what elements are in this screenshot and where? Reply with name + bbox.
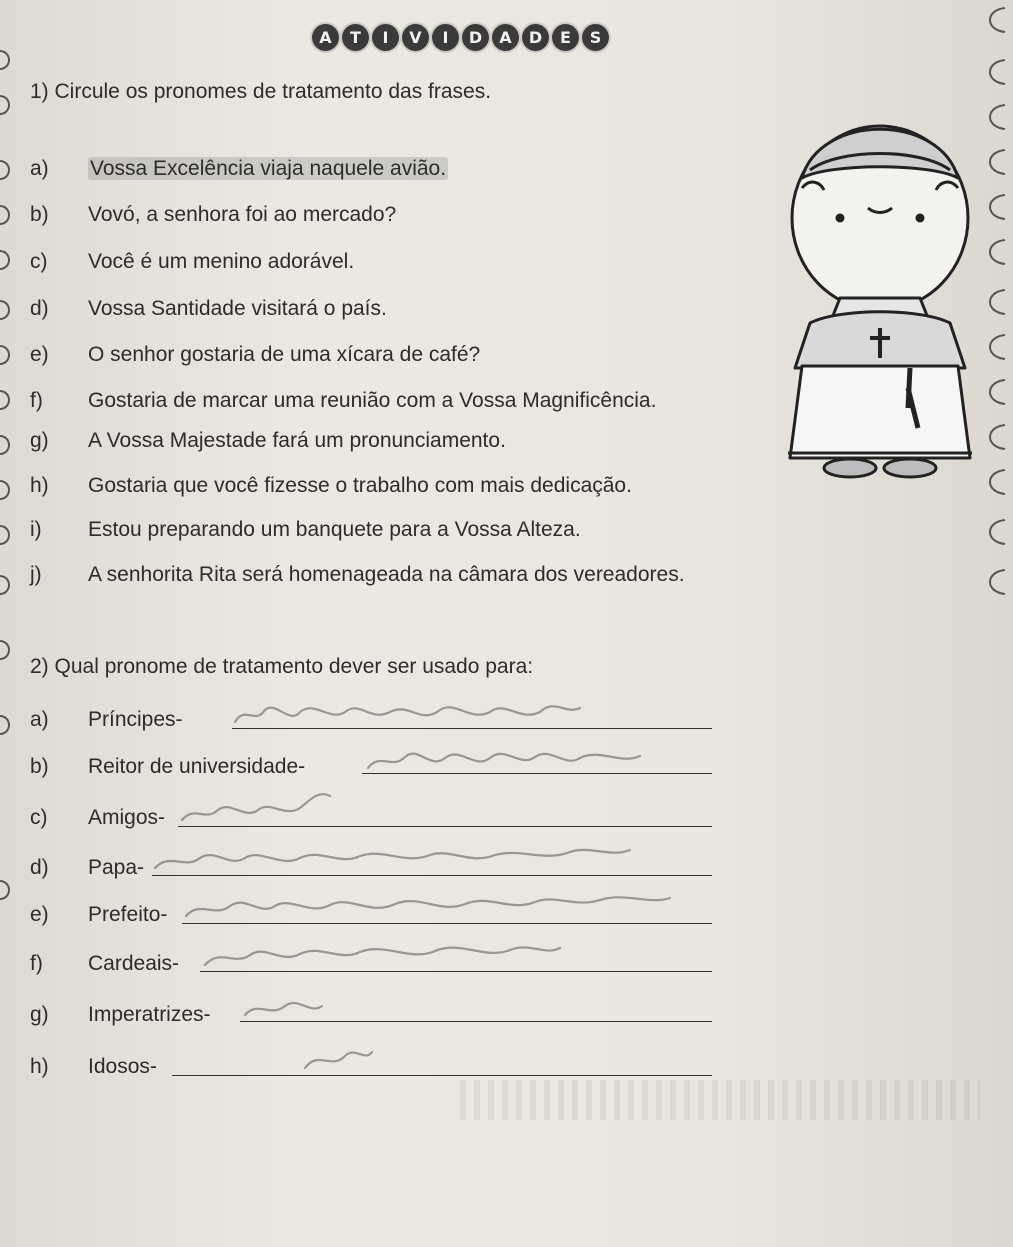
item-letter: d) bbox=[30, 297, 49, 320]
question-1-prompt: 1) Circule os pronomes de tratamento das frases. bbox=[30, 80, 492, 103]
item-text: Vossa Santidade visitará o país. bbox=[88, 297, 387, 320]
show-through-ghosting bbox=[460, 1080, 980, 1120]
item-text: A Vossa Majestade fará um pronunciamento. bbox=[88, 429, 506, 452]
item-letter: f) bbox=[30, 389, 43, 412]
title-letter: D bbox=[522, 24, 549, 51]
item-letter: d) bbox=[30, 856, 49, 879]
title-letter: T bbox=[342, 24, 369, 51]
question-2-prompt: 2) Qual pronome de tratamento dever ser usado para: bbox=[30, 655, 534, 678]
item-text: O senhor gostaria de uma xícara de café? bbox=[88, 343, 481, 366]
item-text: Imperatrizes- bbox=[88, 1003, 211, 1026]
item-letter: g) bbox=[30, 429, 49, 452]
item-text: Gostaria de marcar uma reunião com a Vossa Magnificência. bbox=[88, 389, 657, 412]
title-letter: I bbox=[372, 24, 399, 51]
item-text: Vovó, a senhora foi ao mercado? bbox=[88, 203, 397, 226]
item-letter: h) bbox=[30, 1055, 49, 1078]
item-text: Cardeais- bbox=[88, 952, 180, 975]
item-letter: a) bbox=[30, 708, 49, 731]
item-letter: e) bbox=[30, 903, 49, 926]
title-letter: D bbox=[462, 24, 489, 51]
item-text: Reitor de universidade- bbox=[88, 755, 306, 778]
item-letter: g) bbox=[30, 1003, 49, 1026]
item-letter: h) bbox=[30, 474, 49, 497]
item-text: Papa- bbox=[88, 856, 145, 879]
item-text: Prefeito- bbox=[88, 903, 168, 926]
title-letter: A bbox=[492, 24, 519, 51]
item-text: Gostaria que você fizesse o trabalho com mais dedicação. bbox=[88, 474, 632, 497]
item-text: A senhorita Rita será homenageada na câmara dos vereadores. bbox=[88, 563, 685, 586]
item-letter: j) bbox=[30, 563, 42, 586]
item-text: Você é um menino adorável. bbox=[88, 250, 355, 273]
title-letter: S bbox=[582, 24, 609, 51]
title-letter: A bbox=[312, 24, 339, 51]
item-text: Amigos- bbox=[88, 806, 166, 829]
item-text: Estou preparando um banquete para a Vossa Alteza. bbox=[88, 518, 581, 541]
item-letter: f) bbox=[30, 952, 43, 975]
item-letter: b) bbox=[30, 203, 49, 226]
title-letter: I bbox=[432, 24, 459, 51]
item-letter: i) bbox=[30, 518, 42, 541]
item-text: Vossa Excelência viaja naquele avião. bbox=[90, 157, 447, 180]
item-letter: c) bbox=[30, 250, 48, 273]
title-letter: E bbox=[552, 24, 579, 51]
item-text: Idosos- bbox=[88, 1055, 157, 1078]
item-letter: c) bbox=[30, 806, 48, 829]
item-letter: a) bbox=[30, 157, 49, 180]
item-letter: e) bbox=[30, 343, 49, 366]
title-letter: V bbox=[402, 24, 429, 51]
item-letter: b) bbox=[30, 755, 49, 778]
item-text: Príncipes- bbox=[88, 708, 183, 731]
